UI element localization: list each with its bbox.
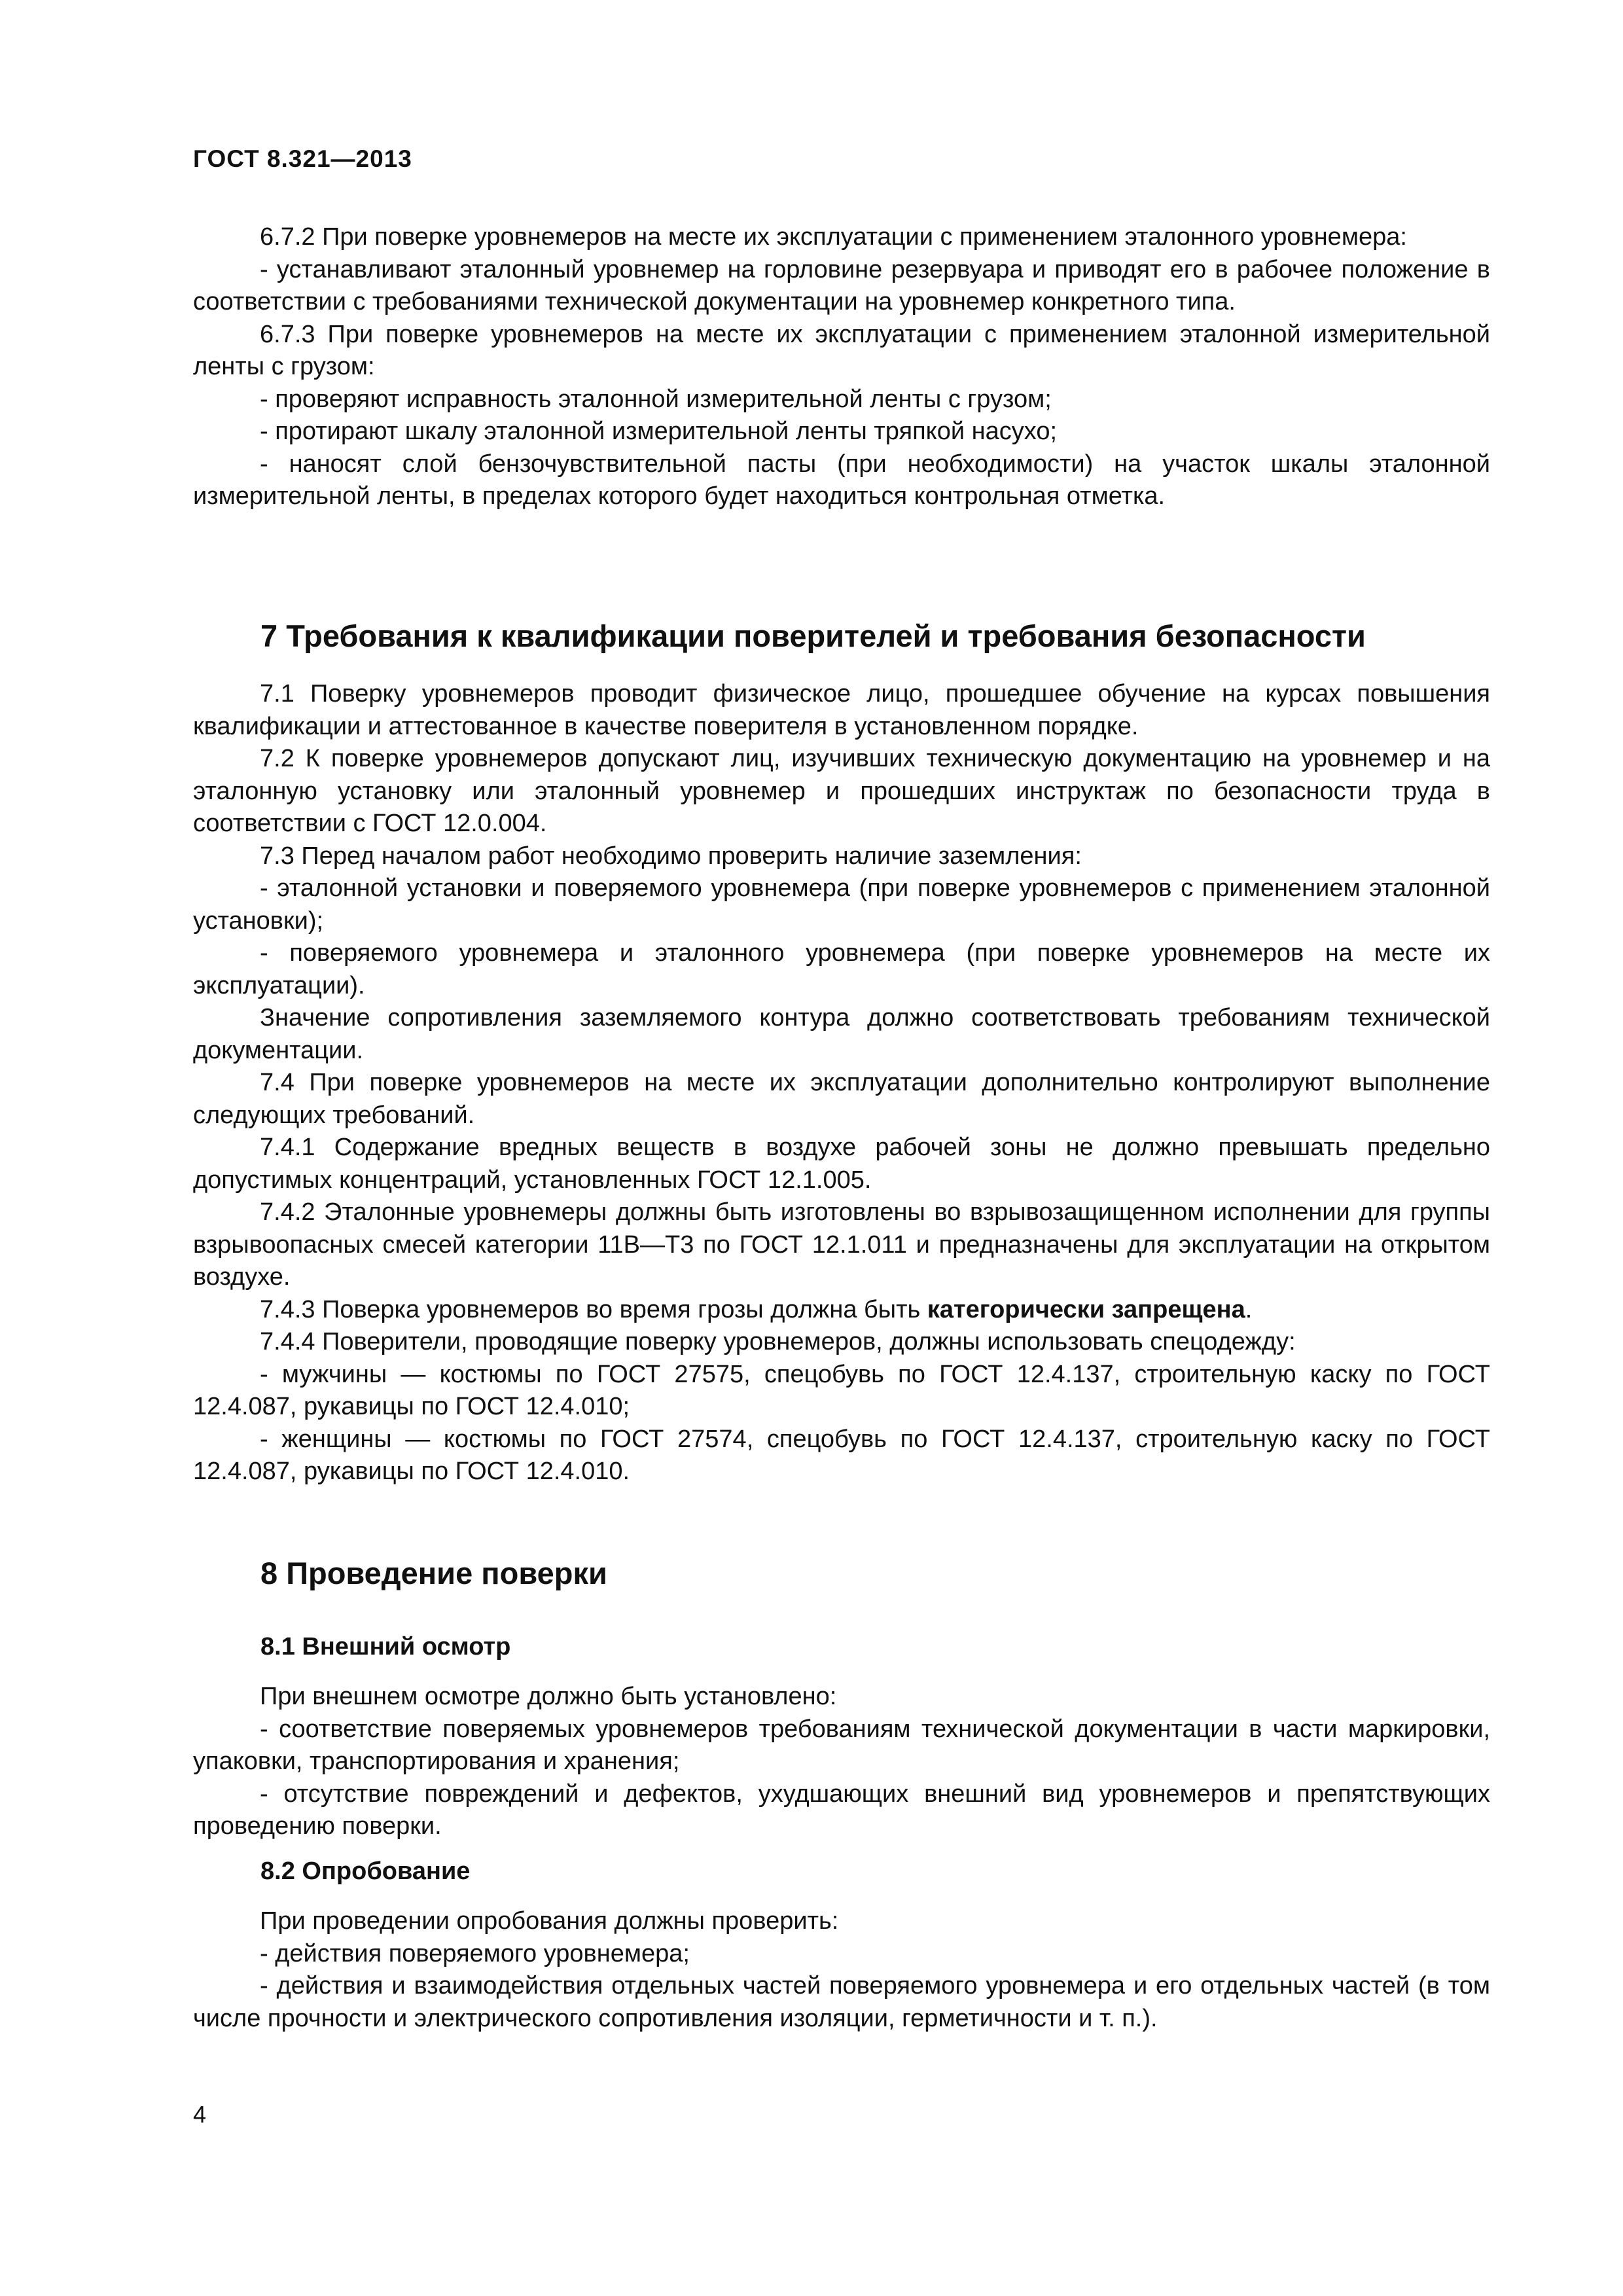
text-block-8-1 (193, 1681, 1490, 1843)
paragraph-text: 7.4.3 Поверка уровнемеров во время грозы должна быть (260, 1295, 927, 1323)
paragraph: 7.1 Поверку уровнемеров проводит физическое лицо, прошедшее обучение на курсах повышения квалификации и аттестованное в качестве поверителя в установленном порядке. (193, 680, 1490, 740)
paragraph: 7.4 При поверке уровнемеров на месте их эксплуатации дополнительно контролируют выполнение следующих требований. (193, 1069, 1490, 1129)
paragraph: - поверяемого уровнемера и эталонного уровнемера (при поверке уровнемеров на месте их эксплуатации). (193, 939, 1490, 999)
paragraph-text-end: . (1245, 1295, 1253, 1323)
paragraph: Значение сопротивления заземляемого контура должно соответствовать требованиям технической документации. (193, 1004, 1490, 1064)
paragraph: - устанавливают эталонный уровнемер на горловине резервуара и приводят его в рабочее положение в соответствии с требованиями технической документации на уровнемер конкретного типа. (193, 255, 1490, 315)
paragraph: - эталонной установки и поверяемого уровнемера (при поверке уровнемеров с применением эталонной установки); (193, 874, 1490, 935)
page-number: 4 (193, 2101, 207, 2128)
paragraph: - проверяют исправность эталонной измерительной ленты с грузом; (260, 385, 1052, 413)
paragraph: - действия поверяемого уровнемера; (260, 1939, 690, 1967)
document-header: ГОСТ 8.321—2013 (193, 145, 412, 172)
paragraph: - женщины — костюмы по ГОСТ 27574, спецобувь по ГОСТ 12.4.137, строительную каску по ГОСТ 12.4.087, рукавицы по ГОСТ 12.4.010. (193, 1425, 1490, 1485)
text-block-section-7 (193, 678, 1490, 1488)
paragraph: При проведении опробования должны проверить: (260, 1907, 839, 1935)
paragraph: 7.4.2 Эталонные уровнемеры должны быть изготовлены во взрывозащищенном исполнении для группы взрывоопасных смесей категории 11В—Т3 по ГОСТ 12.1.011 и предназначены для эксплуатации на открытом воздухе. (193, 1198, 1490, 1291)
paragraph: 7.4.1 Содержание вредных веществ в воздухе рабочей зоны не должно превышать предельно допустимых концентраций, установленных ГОСТ 12.1.005. (193, 1134, 1490, 1194)
paragraph: 6.7.3 При поверке уровнемеров на месте их эксплуатации с применением эталонной измерительной ленты с грузом: (193, 320, 1490, 380)
paragraph: 7.2 К поверке уровнемеров допускают лиц, изучивших техническую документацию на уровнемер и на эталонную установку или эталонный уровнемер и прошедших инструктаж по безопасности труда в соответствии с ГОСТ 12.0.004. (193, 745, 1490, 837)
subsection-8-1-heading: 8.1 Внешний осмотр (260, 1633, 511, 1660)
paragraph: 7.3 Перед началом работ необходимо проверить наличие заземления: (260, 842, 1082, 870)
paragraph: - мужчины — костюмы по ГОСТ 27575, спецобувь по ГОСТ 12.4.137, строительную каску по ГОСТ 12.4.087, рукавицы по ГОСТ 12.4.010; (193, 1360, 1490, 1420)
paragraph: - отсутствие повреждений и дефектов, ухудшающих внешний вид уровнемеров и препятствующих проведению поверки. (193, 1780, 1490, 1840)
paragraph: - наносят слой бензочувствительной пасты (при необходимости) на участок шкалы эталонной измерительной ленты, в пределах которого будет находиться контрольная отметка. (193, 450, 1490, 510)
paragraph: При внешнем осмотре должно быть установлено: (260, 1683, 837, 1710)
text-block-6-7 (193, 221, 1490, 513)
paragraph: 6.7.2 При поверке уровнемеров на месте их эксплуатации с применением эталонного уровнемера: (260, 223, 1407, 251)
text-block-8-2 (193, 1905, 1490, 2035)
paragraph-7-4-3 (193, 1294, 1490, 1327)
paragraph: - соответствие поверяемых уровнемеров требованиям технической документации в части маркировки, упаковки, транспортирования и хранения; (193, 1715, 1490, 1775)
paragraph: 7.4.4 Поверители, проводящие поверку уровнемеров, должны использовать спецодежду: (260, 1328, 1296, 1355)
section-7-heading: 7 Требования к квалификации поверителей и требования безопасности (260, 619, 1366, 653)
section-8-heading: 8 Проведение поверки (260, 1556, 607, 1590)
subsection-8-2-heading: 8.2 Опробование (260, 1857, 471, 1885)
emphasis-text: категорически запрещена (927, 1295, 1245, 1323)
paragraph: - протирают шкалу эталонной измерительной ленты тряпкой насухо; (260, 418, 1058, 445)
paragraph: - действия и взаимодействия отдельных частей поверяемого уровнемера и его отдельных частей (в том числе прочности и электрического сопротивления изоляции, герметичности и т. п.). (193, 1972, 1490, 2032)
